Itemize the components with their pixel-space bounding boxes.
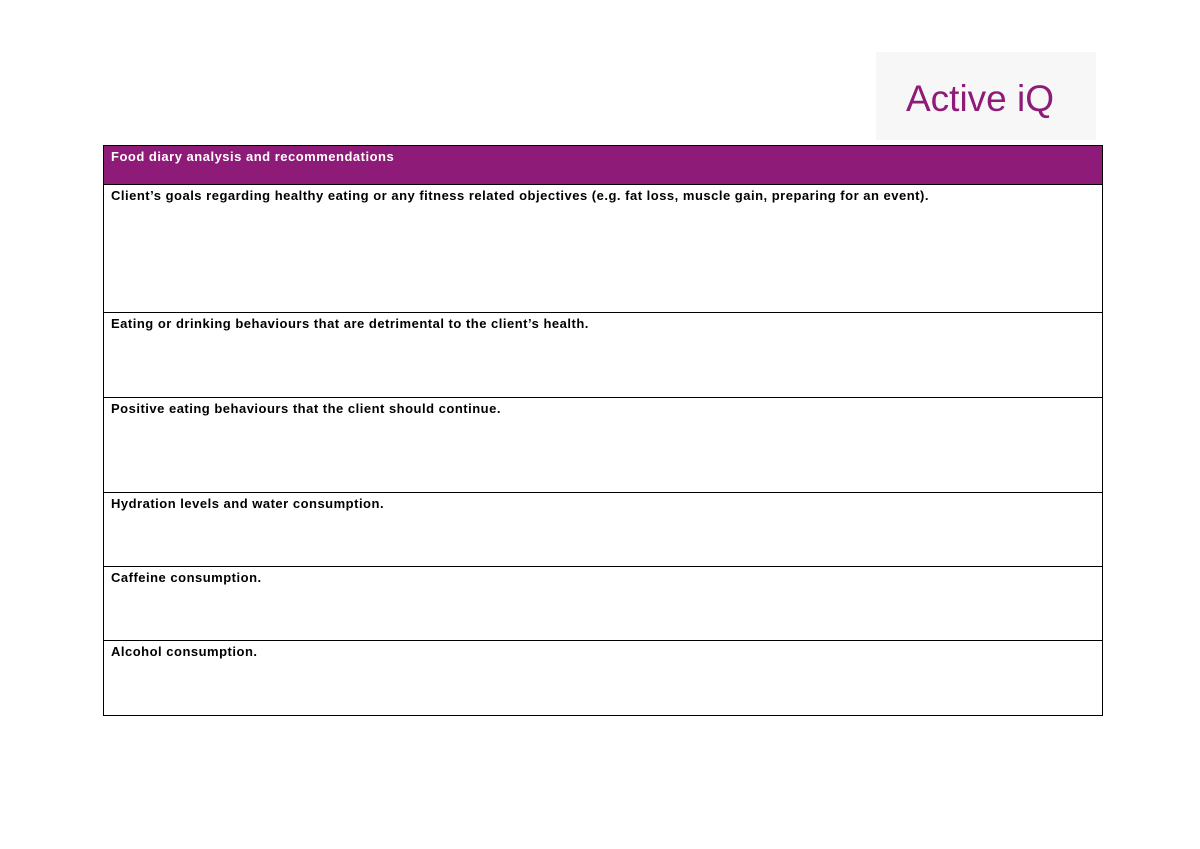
alcohol-field[interactable] — [104, 641, 1103, 716]
goals-field[interactable] — [104, 185, 1103, 313]
table-header: Food diary analysis and recommendations — [104, 146, 1103, 185]
section-row-alcohol — [104, 641, 1103, 716]
section-row-hydration — [104, 493, 1103, 567]
detrimental-behaviours-label: Eating or drinking behaviours that are detrimental to the client’s health. — [111, 316, 589, 331]
goals-label: Client’s goals regarding healthy eating or any fitness related objectives (e.g. fat loss, muscle gain, preparing for an event). — [111, 188, 929, 203]
caffeine-label: Caffeine consumption. — [111, 570, 262, 585]
alcohol-label: Alcohol consumption. — [111, 644, 258, 659]
logo-text: Active iQ — [906, 78, 1055, 119]
hydration-field[interactable] — [104, 493, 1103, 567]
hydration-label: Hydration levels and water consumption. — [111, 496, 385, 511]
section-row-caffeine — [104, 567, 1103, 641]
positive-behaviours-field[interactable] — [104, 398, 1103, 493]
active-iq-logo — [876, 52, 1096, 140]
food-diary-table — [103, 145, 1103, 716]
section-row-goals — [104, 185, 1103, 313]
section-row-detrimental — [104, 313, 1103, 398]
detrimental-behaviours-field[interactable] — [104, 313, 1103, 398]
table-header-row — [104, 146, 1103, 185]
positive-behaviours-label: Positive eating behaviours that the client should continue. — [111, 401, 501, 416]
section-row-positive — [104, 398, 1103, 493]
caffeine-field[interactable] — [104, 567, 1103, 641]
